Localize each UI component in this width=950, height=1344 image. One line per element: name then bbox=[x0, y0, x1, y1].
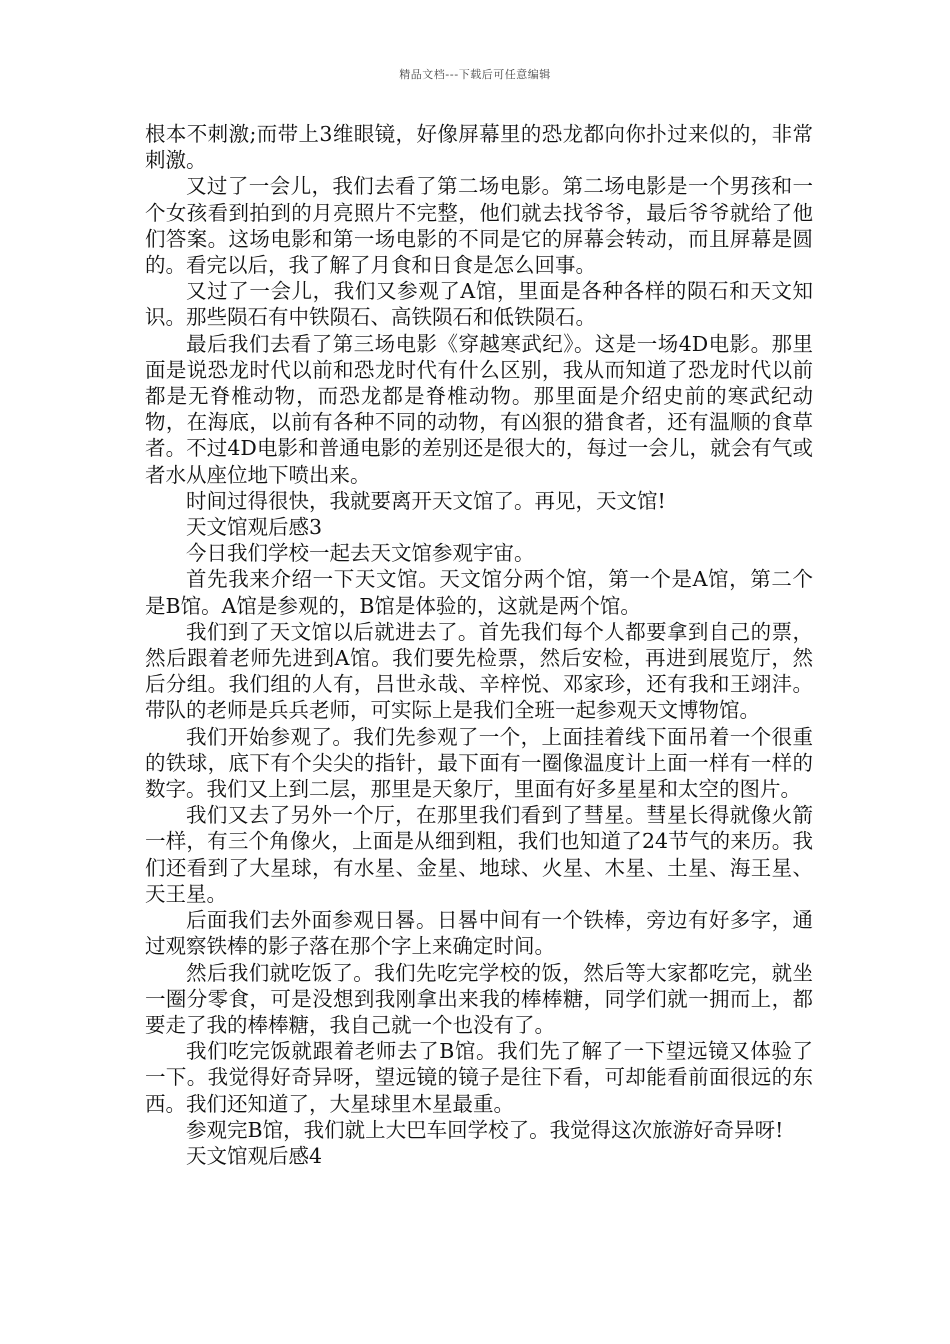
paragraph: 今日我们学校一起去天文馆参观宇宙。 bbox=[186, 541, 535, 566]
paragraph: 后面我们去外面参观日晷。日晷中间有一个铁棒，旁边有好多字，通过观察铁棒的影子落在那个字上来确定时间。 bbox=[145, 908, 813, 959]
paragraph: 然后我们就吃饭了。我们先吃完学校的饭，然后等大家都吃完，就坐一圈分零食，可是没想到我刚拿出来我的棒棒糖，同学们就一拥而上，都要走了我的棒棒糖，我自己就一个也没有了。 bbox=[145, 960, 813, 1037]
document-body bbox=[145, 121, 813, 1169]
paragraph: 我们开始参观了。我们先参观了一个，上面挂着线下面吊着一个很重的铁球，底下有个尖尖的指针，最下面有一圈像温度计上面一样有一样的数字。我们又上到二层，那里是天象厅，里面有好多星星和太空的图片。 bbox=[145, 724, 813, 802]
page-header: 精品文档---下载后可任意编辑 bbox=[399, 68, 551, 81]
paragraph: 参观完B馆，我们就上大巴车回学校了。我觉得这次旅游好奇异呀! bbox=[186, 1117, 784, 1142]
paragraph: 根本不刺激;而带上3维眼镜，好像屏幕里的恐龙都向你扑过来似的，非常刺激。 bbox=[145, 122, 813, 173]
paragraph: 最后我们去看了第三场电影《穿越寒武纪》。这是一场4D电影。那里面是说恐龙时代以前和恐龙时代有什么区别，我从而知道了恐龙时代以前都是无脊椎动物，而恐龙都是脊椎动物。那里面是介绍史前的寒武纪动物，在海底，以前有各种不同的动物，有凶狠的猎食者，还有温顺的食草者。不过4D电影和普通电影的差别还是很大的，每过一会儿，就会有气或者水从座位地下喷出来。 bbox=[145, 331, 813, 487]
section-heading: 天文馆观后感3 bbox=[186, 515, 323, 540]
paragraph: 又过了一会儿，我们又参观了A馆，里面是各种各样的陨石和天文知识。那些陨石有中铁陨石、高铁陨石和低铁陨石。 bbox=[145, 279, 813, 330]
paragraph: 时间过得很快，我就要离开天文馆了。再见，天文馆! bbox=[186, 488, 666, 513]
section-heading: 天文馆观后感4 bbox=[186, 1143, 323, 1168]
paragraph: 我们吃完饭就跟着老师去了B馆。我们先了解了一下望远镜又体验了一下。我觉得好奇异呀，望远镜的镜子是往下看，可却能看前面很远的东西。我们还知道了，大星球里木星最重。 bbox=[145, 1039, 813, 1116]
paragraph: 我们到了天文馆以后就进去了。首先我们每个人都要拿到自己的票，然后跟着老师先进到A馆。我们要先检票，然后安检，再进到展览厅，然后分组。我们组的人有，吕世永哉、辛梓悦、邓家珍，还有我和王翊沣。带队的老师是兵兵老师，可实际上是我们全班一起参观天文博物馆。 bbox=[145, 619, 813, 723]
paragraph: 又过了一会儿，我们去看了第二场电影。第二场电影是一个男孩和一个女孩看到拍到的月亮照片不完整，他们就去找爷爷，最后爷爷就给了他们答案。这场电影和第一场电影的不同是它的屏幕会转动，而且屏幕是圆的。看完以后，我了解了月食和日食是怎么回事。 bbox=[145, 174, 813, 278]
paragraph: 首先我来介绍一下天文馆。天文馆分两个馆，第一个是A馆，第二个是B馆。A馆是参观的，B馆是体验的，这就是两个馆。 bbox=[145, 567, 813, 618]
paragraph: 我们又去了另外一个厅，在那里我们看到了彗星。彗星长得就像火箭一样，有三个角像火，上面是从细到粗，我们也知道了24节气的来历。我们还看到了大星球，有水星、金星、地球、火星、木星、土星、海王星、天王星。 bbox=[145, 803, 813, 906]
